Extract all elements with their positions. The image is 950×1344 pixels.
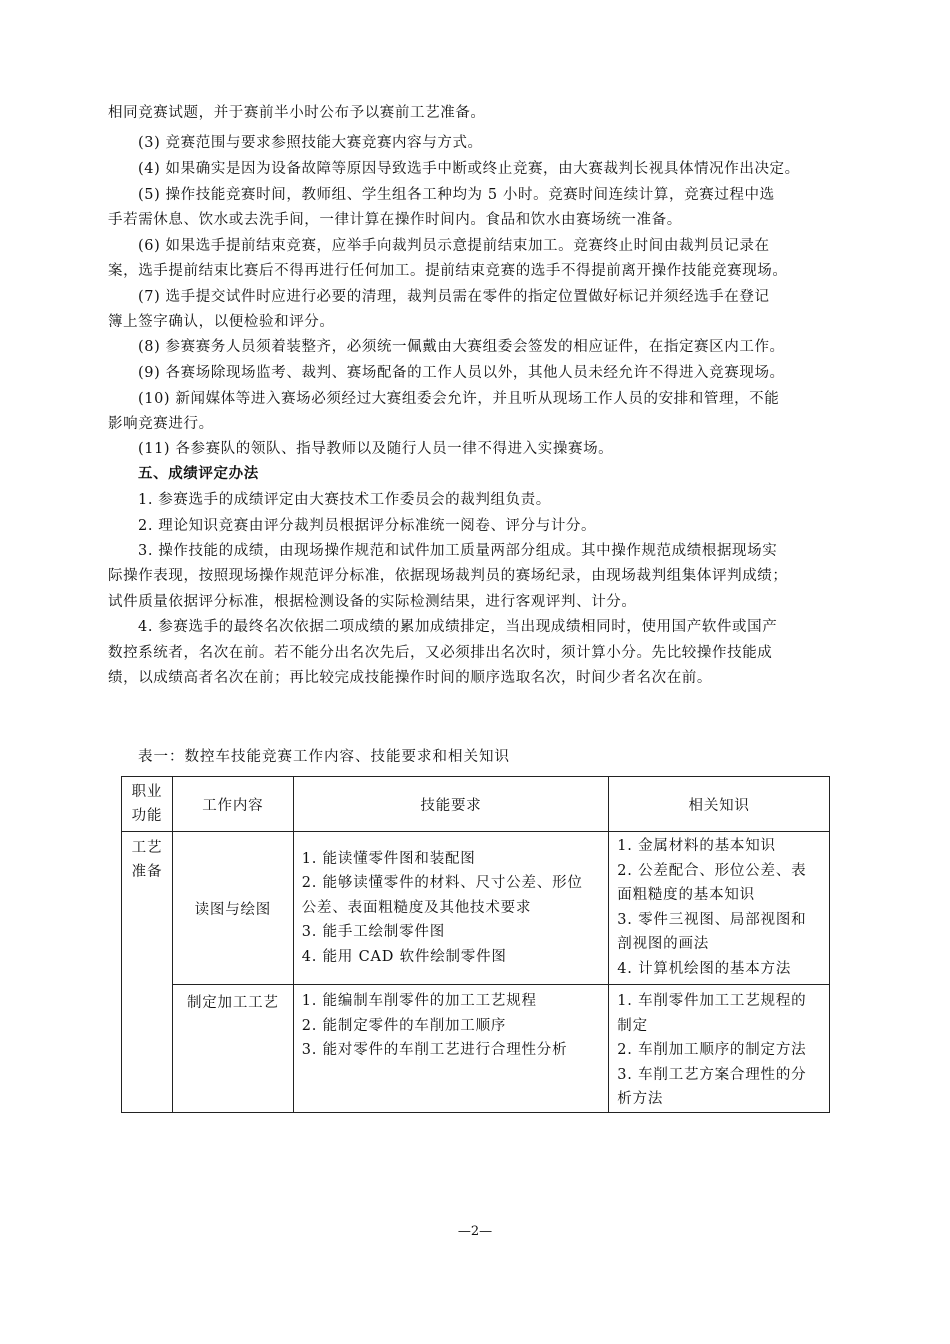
rule-4-line1: 4. 参赛选手的最终名次依据二项成绩的累加成绩排定，当出现成绩相同时，使用国产软件或国产 (138, 619, 778, 635)
section-heading: 五、成绩评定办法 (138, 465, 259, 482)
list-item: 公差、表面粗糙度及其他技术要求 (301, 899, 532, 916)
header-role (122, 777, 173, 832)
table-row (122, 985, 830, 1113)
list-item: 3. 零件三视图、局部视图和 (617, 911, 807, 928)
paragraph-5-line1: (5) 操作技能竞赛时间，教师组、学生组各工种均为 5 小时。竞赛时间连续计算，竞赛过程中选 (138, 187, 775, 203)
paragraph-5-line2: 手若需休息、饮水或去洗手间，一律计算在操作时间内。食品和饮水由赛场统一准备。 (108, 212, 682, 228)
paragraph-7-line1: (7) 选手提交试件时应进行必要的清理，裁判员需在零件的指定位置做好标记并须经选手在登记 (138, 289, 770, 305)
role-cell (122, 832, 173, 1113)
table-row (122, 832, 830, 985)
paragraph-9: (9) 各赛场除现场监考、裁判、赛场配备的工作人员以外，其他人员未经允许不得进入竞赛现场。 (138, 365, 785, 381)
rule-3-line1: 3. 操作技能的成绩，由现场操作规范和试件加工质量两部分组成。其中操作规范成绩根据现场实 (138, 543, 778, 559)
header-role-line2: 功能 (131, 808, 163, 824)
knowledge-cell (609, 985, 830, 1113)
header-skills: 技能要求 (293, 777, 609, 832)
rule-3-line3: 试件质量依据评分标准，根据检测设备的实际检测结果，进行客观评判、计分。 (108, 594, 637, 610)
role-line1: 工艺 (131, 840, 163, 856)
skills-table (121, 776, 830, 1113)
list-item: 1. 金属材料的基本知识 (617, 838, 776, 854)
paragraph-10-line2: 影响竞赛进行。 (108, 416, 214, 432)
list-item: 4. 计算机绘图的基本方法 (617, 960, 792, 977)
list-item: 3. 车削工艺方案合理性的分 (617, 1066, 807, 1083)
work-cell: 制定加工工艺 (172, 985, 293, 1113)
work-cell: 读图与绘图 (172, 832, 293, 985)
list-item: 1. 车削零件加工工艺规程的 (617, 993, 807, 1009)
role-line2: 准备 (131, 864, 163, 880)
list-item: 面粗糙度的基本知识 (617, 887, 755, 903)
paragraph-4: (4) 如果确实是因为设备故障等原因导致选手中断或终止竞赛，由大赛裁判长视具体情况作出决定。 (138, 161, 800, 177)
paragraph-6-line2: 案，选手提前结束比赛后不得再进行任何加工。提前结束竞赛的选手不得提前离开操作技能竞赛现场。 (108, 263, 788, 279)
paragraph-10-line1: (10) 新闻媒体等进入赛场必须经过大赛组委会允许，并且听从现场工作人员的安排和管理，不能 (138, 391, 780, 407)
list-item: 制定 (617, 1017, 648, 1034)
list-item: 1. 能编制车削零件的加工工艺规程 (301, 993, 537, 1009)
list-item: 剖视图的画法 (617, 936, 710, 952)
list-item: 2. 车削加工顺序的制定方法 (617, 1042, 807, 1058)
rule-3-line2: 际操作表现，按照现场操作规范评分标准，依据现场裁判员的赛场纪录，由现场裁判组集体评判成绩； (108, 568, 788, 584)
list-item: 2. 公差配合、形位公差、表 (617, 862, 807, 879)
paragraph-11: (11) 各参赛队的领队、指导教师以及随行人员一律不得进入实操赛场。 (138, 441, 614, 457)
skills-cell (293, 985, 609, 1113)
rule-2: 2. 理论知识竞赛由评分裁判员根据评分标准统一阅卷、评分与计分。 (138, 518, 597, 534)
table-header-row (122, 777, 830, 832)
header-knowledge: 相关知识 (609, 777, 830, 832)
header-work: 工作内容 (172, 777, 293, 832)
list-item: 1. 能读懂零件图和装配图 (301, 850, 476, 867)
knowledge-cell (609, 832, 830, 985)
list-item: 3. 能对零件的车削工艺进行合理性分析 (301, 1042, 568, 1058)
paragraph-8: (8) 参赛赛务人员须着装整齐，必须统一佩戴由大赛组委会签发的相应证件，在指定赛区内工作。 (138, 339, 785, 355)
rule-4-line3: 绩，以成绩高者名次在前；再比较完成技能操作时间的顺序选取名次，时间少者名次在前。 (108, 670, 712, 686)
list-item: 2. 能够读懂零件的材料、尺寸公差、形位 (301, 875, 583, 892)
list-item: 2. 能制定零件的车削加工顺序 (301, 1017, 507, 1034)
paragraph-7-line2: 簿上签字确认，以便检验和评分。 (108, 314, 335, 330)
list-item: 析方法 (617, 1091, 664, 1107)
rule-1: 1. 参赛选手的成绩评定由大赛技术工作委员会的裁判组负责。 (138, 492, 551, 508)
header-role-line1: 职业 (131, 784, 163, 800)
rule-4-line2: 数控系统者，名次在前。若不能分出名次先后，又必须排出名次时，须计算小分。先比较操作技能成 (108, 645, 773, 661)
page-number: —2— (457, 1224, 493, 1239)
table-caption: 表一：数控车技能竞赛工作内容、技能要求和相关知识 (138, 749, 510, 765)
list-item: 3. 能手工绘制零件图 (301, 924, 445, 941)
skills-cell (293, 832, 609, 985)
paragraph-line: 相同竞赛试题，并于赛前半小时公布予以赛前工艺准备。 (108, 105, 486, 121)
list-item: 4. 能用 CAD 软件绘制零件图 (301, 948, 507, 965)
paragraph-3: (3) 竞赛范围与要求参照技能大赛竞赛内容与方式。 (138, 135, 483, 151)
paragraph-6-line1: (6) 如果选手提前结束竞赛，应举手向裁判员示意提前结束加工。竞赛终止时间由裁判员记录在 (138, 238, 770, 254)
